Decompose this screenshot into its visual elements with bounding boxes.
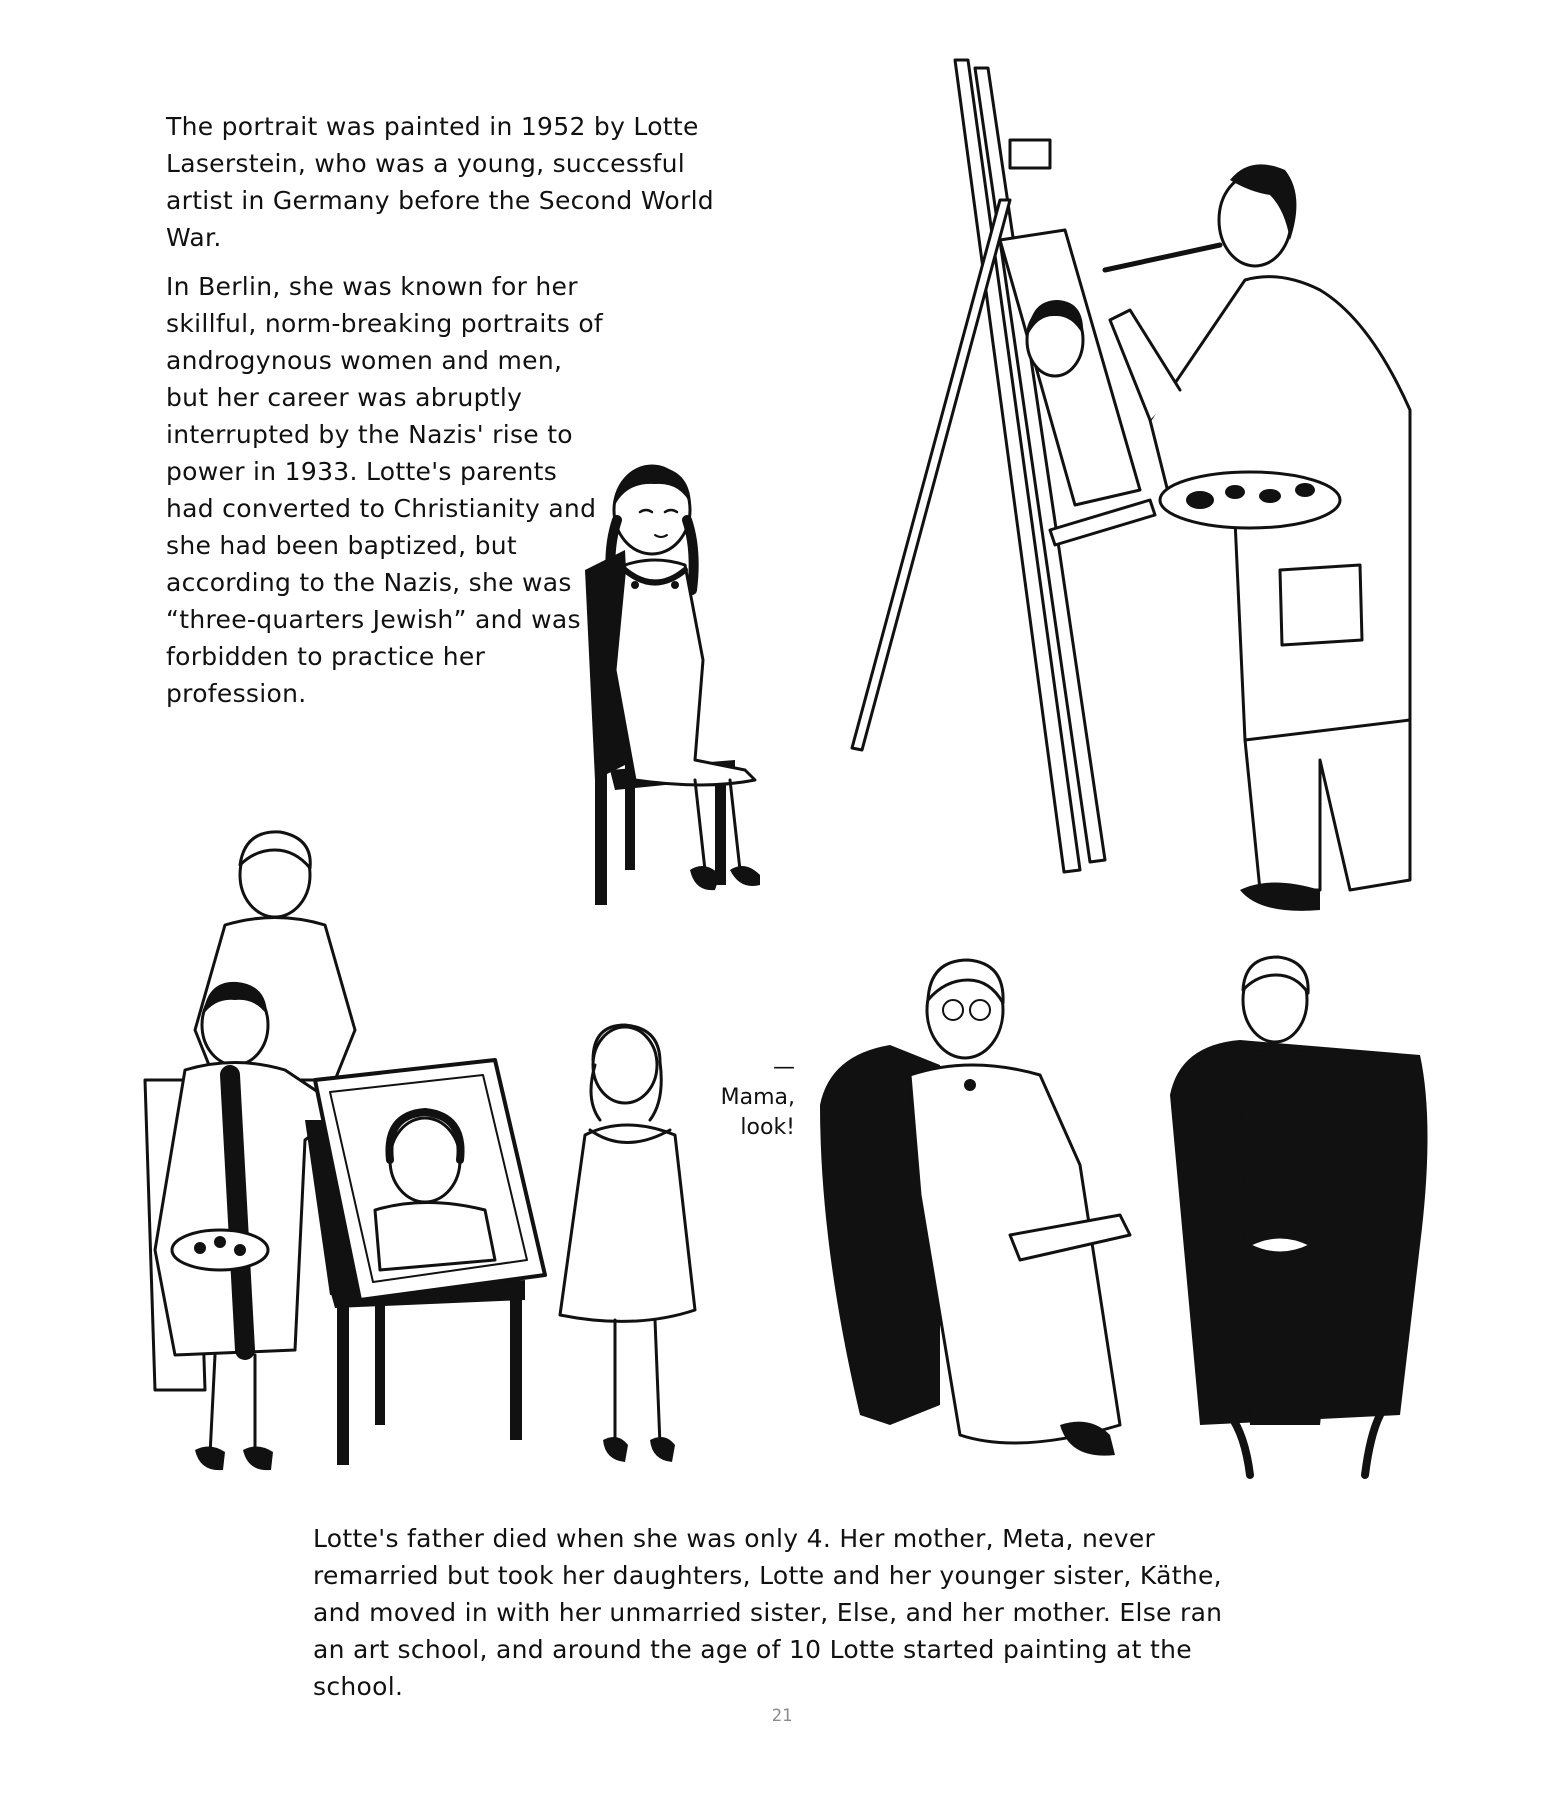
family-paragraph: [313, 1520, 1243, 1705]
speech-caption: —Mama, look!: [720, 1055, 795, 1140]
berlin-text: In Berlin, she was known for her skillful, norm-breaking portraits of androgynous women and men, but her career was abruptly interrupted by the Nazis' rise to power in 1933. Lotte's parents had converted to Christianity and she had been baptized, but according to the Nazis, she was “three-quarters Jewish” and was forbidden to practice her profession.: [166, 272, 604, 708]
women-in-armchairs-illustration: [820, 945, 1430, 1485]
intro-text: The portrait was painted in 1952 by Lotte Laserstein, who was a young, successful artist in Germany before the Second World War.: [166, 112, 714, 252]
page-number: 21: [771, 1706, 793, 1726]
family-text: Lotte's father died when she was only 4. Her mother, Meta, never remarried but took her daughters, Lotte and her younger sister, Käthe, and moved in with her unmarried sister, Else, and her mother. Else ran an art school, and around the age of 10 Lotte started painting at the school.: [313, 1524, 1223, 1701]
intro-paragraph: [166, 108, 726, 256]
berlin-paragraph: [166, 268, 606, 712]
family-painting-scene-illustration: [115, 830, 755, 1480]
painter-at-easel-illustration: [850, 60, 1450, 920]
